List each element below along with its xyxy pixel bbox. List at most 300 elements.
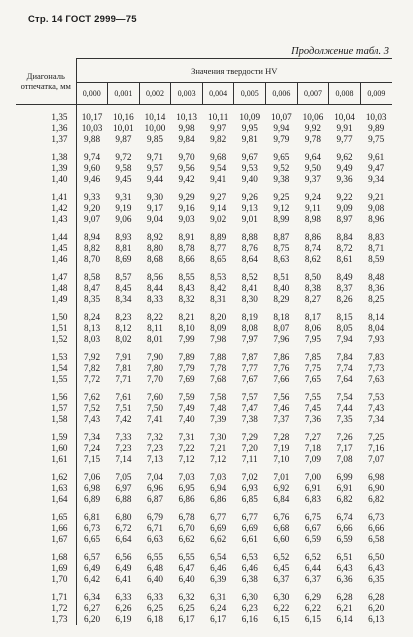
- hardness-cell: 7,08: [336, 454, 353, 464]
- column-header: 0,001: [108, 83, 140, 105]
- hardness-cell: 9,71: [146, 152, 164, 162]
- hardness-cell: 9,57: [146, 163, 164, 173]
- hardness-cell: 9,41: [210, 174, 227, 184]
- diameter-cell: 1,68: [16, 552, 76, 563]
- hardness-cell: 8,26: [336, 294, 353, 304]
- diameter-cell: 1,53: [16, 352, 76, 363]
- hardness-cell: 7,14: [115, 454, 132, 464]
- hardness-cell: 6,20: [368, 603, 385, 613]
- table-row: [16, 374, 392, 385]
- diameter-cell: 1,45: [16, 243, 76, 254]
- hardness-cell: 7,35: [336, 414, 353, 424]
- hardness-cell: 8,84: [336, 232, 353, 242]
- table-row: [16, 203, 392, 214]
- hardness-cell: 6,13: [368, 614, 385, 624]
- diameter-cell: 1,61: [16, 454, 76, 465]
- hardness-cell: 8,93: [115, 232, 132, 242]
- hardness-cell: 7,19: [273, 443, 290, 453]
- hardness-cell: 9,27: [210, 192, 227, 202]
- hardness-cell: 10,17: [81, 112, 103, 122]
- hardness-cell: 7,18: [304, 443, 321, 453]
- table-row: [16, 334, 392, 345]
- hardness-cell: 10,03: [365, 112, 387, 122]
- hardness-cell: 6,25: [146, 603, 164, 613]
- diameter-cell: 1,43: [16, 214, 76, 225]
- table-row: [16, 592, 392, 603]
- hardness-cell: 7,46: [273, 403, 290, 413]
- hardness-cell: 7,90: [146, 352, 164, 362]
- hardness-cell: 6,20: [84, 614, 101, 624]
- hardness-cell: 9,29: [178, 192, 195, 202]
- hardness-cell: 6,85: [241, 494, 258, 504]
- hardness-cell: 6,96: [146, 483, 164, 493]
- hardness-cell: 9,81: [241, 134, 258, 144]
- hardness-cell: 7,00: [304, 472, 321, 482]
- hardness-cell: 7,84: [336, 352, 353, 362]
- hardness-cell: 8,92: [146, 232, 164, 242]
- hardness-cell: 9,06: [115, 214, 132, 224]
- hardness-cell: 9,01: [241, 214, 258, 224]
- hardness-cell: 7,62: [84, 392, 101, 402]
- table-continuation-label: Продолжение табл. 3: [291, 46, 389, 57]
- hardness-cell: 9,89: [368, 123, 385, 133]
- hardness-cell: 8,11: [147, 323, 163, 333]
- hardness-cell: 6,76: [273, 512, 290, 522]
- column-header: 0,000: [76, 83, 108, 105]
- diameter-cell: 1,52: [16, 334, 76, 345]
- hardness-cell: 6,89: [84, 494, 101, 504]
- column-header: 0,006: [266, 83, 298, 105]
- hardness-cell: 10,07: [271, 112, 292, 122]
- hardness-cell: 6,83: [304, 494, 321, 504]
- hardness-cell: 8,83: [368, 232, 385, 242]
- hardness-cell: 10,14: [144, 112, 166, 122]
- hardness-cell: 7,43: [84, 414, 101, 424]
- hardness-cell: 7,75: [304, 363, 321, 373]
- hardness-cell: 6,47: [178, 563, 195, 573]
- hardness-cell: 6,94: [210, 483, 227, 493]
- hardness-cell: 6,24: [210, 603, 227, 613]
- hardness-cell: 7,07: [368, 454, 385, 464]
- spacer-cell: [76, 465, 392, 472]
- hardness-cell: 8,91: [178, 232, 195, 242]
- diameter-cell: 1,48: [16, 283, 76, 294]
- diameter-cell: 1,46: [16, 254, 76, 265]
- hardness-cell: 7,13: [146, 454, 164, 464]
- hardness-cell: 7,42: [115, 414, 132, 424]
- hardness-cell: 7,50: [146, 403, 164, 413]
- hardness-cell: 8,27: [304, 294, 321, 304]
- hardness-cell: 6,46: [210, 563, 227, 573]
- hardness-cell: 7,25: [368, 432, 385, 442]
- hardness-cell: 7,33: [115, 432, 132, 442]
- diameter-cell: 1,44: [16, 232, 76, 243]
- hardness-cell: 6,66: [336, 523, 353, 533]
- hardness-cell: 6,43: [336, 563, 353, 573]
- hardness-cell: 9,45: [115, 174, 132, 184]
- hardness-cell: 8,10: [178, 323, 195, 333]
- hardness-cell: 6,29: [304, 592, 321, 602]
- hardness-cell: 9,74: [84, 152, 101, 162]
- hardness-cell: 8,12: [115, 323, 132, 333]
- hardness-cell: 6,74: [336, 512, 353, 522]
- hardness-cell: 6,22: [304, 603, 321, 613]
- hardness-cell: 7,23: [146, 443, 164, 453]
- hardness-cell: 7,36: [304, 414, 321, 424]
- diameter-cell: 1,47: [16, 272, 76, 283]
- hardness-cell: 8,55: [178, 272, 195, 282]
- hardness-cell: 8,07: [273, 323, 290, 333]
- table-row: [16, 574, 392, 585]
- hardness-cell: 6,37: [304, 574, 321, 584]
- hardness-cell: 6,90: [368, 483, 385, 493]
- hardness-cell: 7,81: [115, 363, 132, 373]
- hardness-cell: 8,43: [178, 283, 195, 293]
- hardness-cell: 7,23: [115, 443, 132, 453]
- table-row: [16, 603, 392, 614]
- hardness-cell: 7,03: [210, 472, 227, 482]
- group-spacer: [16, 465, 392, 472]
- hardness-cell: 8,94: [84, 232, 101, 242]
- diameter-cell: 1,40: [16, 174, 76, 185]
- table-row: [16, 243, 392, 254]
- hardness-cell: 6,55: [178, 552, 195, 562]
- hardness-cell: 8,59: [368, 254, 385, 264]
- table-row: [16, 214, 392, 225]
- hardness-cell: 7,93: [368, 334, 385, 344]
- table-row: [16, 294, 392, 305]
- hardness-cell: 9,13: [241, 203, 258, 213]
- hardness-cell: 7,71: [115, 374, 132, 384]
- spacer-cell: [76, 145, 392, 152]
- hardness-cell: 8,75: [273, 243, 290, 253]
- diameter-cell: 1,64: [16, 494, 76, 505]
- hardness-cell: 6,17: [178, 614, 195, 624]
- hardness-cell: 9,64: [304, 152, 321, 162]
- table-row: [16, 472, 392, 483]
- hardness-cell: 10,01: [113, 123, 134, 133]
- hardness-cell: 8,63: [273, 254, 290, 264]
- hardness-cell: 9,98: [178, 123, 195, 133]
- hardness-cell: 7,55: [304, 392, 321, 402]
- hardness-cell: 6,91: [304, 483, 321, 493]
- hardness-cell: 8,57: [115, 272, 132, 282]
- hardness-cell: 9,85: [146, 134, 164, 144]
- hardness-cell: 7,78: [210, 363, 227, 373]
- diameter-cell: 1,72: [16, 603, 76, 614]
- hardness-cell: 8,03: [84, 334, 101, 344]
- hardness-cell: 7,17: [336, 443, 353, 453]
- spacer-cell: [16, 545, 76, 552]
- hardness-cell: 7,26: [336, 432, 353, 442]
- hardness-cell: 8,24: [84, 312, 101, 322]
- hardness-cell: 7,11: [241, 454, 258, 464]
- diameter-cell: 1,59: [16, 432, 76, 443]
- hardness-cell: 7,59: [178, 392, 195, 402]
- diameter-cell: 1,51: [16, 323, 76, 334]
- hardness-cell: 7,79: [178, 363, 195, 373]
- spacer-cell: [76, 385, 392, 392]
- hardness-cell: 7,51: [115, 403, 132, 413]
- hardness-cell: 8,29: [273, 294, 290, 304]
- hardness-cell: 9,02: [210, 214, 227, 224]
- hardness-cell: 9,68: [210, 152, 227, 162]
- table-row: [16, 163, 392, 174]
- hardness-cell: 6,63: [146, 534, 164, 544]
- spacer-cell: [76, 345, 392, 352]
- hardness-cell: 9,31: [115, 192, 132, 202]
- hardness-cell: 6,78: [178, 512, 195, 522]
- page-title: Стр. 14 ГОСТ 2999—75: [28, 14, 137, 25]
- hardness-cell: 7,02: [241, 472, 258, 482]
- hardness-cell: 7,34: [84, 432, 101, 442]
- hardness-cell: 7,95: [304, 334, 321, 344]
- hardness-cell: 7,80: [146, 363, 164, 373]
- diameter-cell: 1,41: [16, 192, 76, 203]
- spacer-cell: [16, 465, 76, 472]
- hardness-cell: 6,33: [115, 592, 132, 602]
- hardness-cell: 8,64: [241, 254, 258, 264]
- hardness-cell: 9,61: [368, 152, 385, 162]
- table-row: [16, 112, 392, 123]
- table-row: [16, 392, 392, 403]
- hardness-cell: 8,99: [273, 214, 290, 224]
- hardness-cell: 8,05: [336, 323, 353, 333]
- table-row: [16, 432, 392, 443]
- hardness-cell: 6,49: [115, 563, 132, 573]
- hardness-cell: 9,07: [84, 214, 101, 224]
- hardness-cell: 6,41: [115, 574, 132, 584]
- hardness-cell: 7,89: [178, 352, 195, 362]
- spacer-cell: [76, 545, 392, 552]
- hardness-cell: 8,38: [304, 283, 321, 293]
- hardness-cell: 7,56: [273, 392, 290, 402]
- hardness-cell: 7,97: [241, 334, 258, 344]
- hardness-cell: 9,14: [210, 203, 227, 213]
- hardness-cell: 7,47: [241, 403, 258, 413]
- spacer-cell: [16, 305, 76, 312]
- hardness-cell: 7,92: [84, 352, 101, 362]
- hardness-cell: 8,04: [368, 323, 385, 333]
- hardness-cell: 8,06: [304, 323, 321, 333]
- table-row: [16, 534, 392, 545]
- group-spacer: [16, 145, 392, 152]
- hardness-cell: 9,40: [241, 174, 258, 184]
- hardness-cell: 8,96: [368, 214, 385, 224]
- diameter-cell: 1,57: [16, 403, 76, 414]
- hardness-cell: 6,40: [146, 574, 164, 584]
- hardness-cell: 9,62: [336, 152, 353, 162]
- hardness-cell: 8,20: [210, 312, 227, 322]
- hardness-cell: 9,46: [84, 174, 101, 184]
- hardness-cell: 8,19: [241, 312, 258, 322]
- diameter-column-header: Диагональ отпечатка, мм: [16, 59, 76, 105]
- hardness-cell: 6,95: [178, 483, 195, 493]
- table-row: [16, 483, 392, 494]
- hardness-cell: 9,21: [368, 192, 385, 202]
- hardness-cell: 6,53: [241, 552, 258, 562]
- hardness-cell: 9,49: [336, 163, 353, 173]
- hardness-cell: 7,12: [178, 454, 195, 464]
- hardness-cell: 8,56: [146, 272, 164, 282]
- hardness-cell: 6,67: [304, 523, 321, 533]
- hardness-cell: 7,21: [210, 443, 227, 453]
- hardness-cell: 8,23: [115, 312, 132, 322]
- spacer-cell: [76, 265, 392, 272]
- hardness-cell: 8,61: [336, 254, 353, 264]
- hardness-cell: 6,44: [304, 563, 321, 573]
- hardness-cell: 9,70: [178, 152, 195, 162]
- hardness-cell: 9,47: [368, 163, 385, 173]
- hardness-cell: 7,77: [241, 363, 258, 373]
- hardness-cell: 9,22: [336, 192, 353, 202]
- hardness-cell: 8,86: [304, 232, 321, 242]
- hardness-cell: 7,88: [210, 352, 227, 362]
- hardness-cell: 6,71: [146, 523, 164, 533]
- hardness-cell: 6,35: [368, 574, 385, 584]
- hardness-cell: 7,83: [368, 352, 385, 362]
- hardness-cell: 9,04: [146, 214, 164, 224]
- hardness-cell: 7,66: [273, 374, 290, 384]
- hardness-cell: 6,81: [84, 512, 101, 522]
- hardness-cell: 7,04: [146, 472, 164, 482]
- diameter-cell: 1,65: [16, 512, 76, 523]
- hardness-cell: 7,69: [178, 374, 195, 384]
- hardness-cell: 6,66: [368, 523, 385, 533]
- hardness-cell: 8,66: [178, 254, 195, 264]
- hardness-cell: 9,16: [178, 203, 195, 213]
- group-spacer: [16, 345, 392, 352]
- diameter-cell: 1,67: [16, 534, 76, 545]
- hardness-cell: 9,97: [210, 123, 227, 133]
- hardness-cell: 9,17: [146, 203, 164, 213]
- hardness-cell: 7,29: [241, 432, 258, 442]
- hardness-cell: 9,30: [146, 192, 164, 202]
- diameter-cell: 1,37: [16, 134, 76, 145]
- hardness-cell: 8,02: [115, 334, 132, 344]
- hardness-cell: 6,19: [115, 614, 132, 624]
- hardness-cell: 7,82: [84, 363, 101, 373]
- diameter-cell: 1,56: [16, 392, 76, 403]
- hardness-cell: 9,75: [368, 134, 385, 144]
- hardness-cell: 6,86: [178, 494, 195, 504]
- hardness-cell: 7,49: [178, 403, 195, 413]
- group-spacer: [16, 425, 392, 432]
- hardness-cell: 8,36: [368, 283, 385, 293]
- hardness-cell: 6,32: [178, 592, 195, 602]
- hardness-cell: 6,87: [146, 494, 164, 504]
- hardness-cell: 6,28: [336, 592, 353, 602]
- hardness-cell: 7,31: [178, 432, 195, 442]
- hardness-cell: 6,80: [115, 512, 132, 522]
- hardness-cell: 8,30: [241, 294, 258, 304]
- hardness-cell: 8,25: [368, 294, 385, 304]
- hardness-cell: 8,37: [336, 283, 353, 293]
- hardness-cell: 6,43: [368, 563, 385, 573]
- hardness-cell: 8,33: [146, 294, 164, 304]
- column-header: 0,007: [297, 83, 329, 105]
- hardness-cell: 6,82: [336, 494, 353, 504]
- hardness-cell: 9,38: [273, 174, 290, 184]
- spacer-cell: [16, 385, 76, 392]
- hardness-cell: 7,05: [115, 472, 132, 482]
- hardness-cell: 6,91: [336, 483, 353, 493]
- hardness-cell: 6,62: [178, 534, 195, 544]
- hardness-cell: 8,88: [241, 232, 258, 242]
- hardness-cell: 8,52: [241, 272, 258, 282]
- diameter-cell: 1,36: [16, 123, 76, 134]
- diameter-cell: 1,35: [16, 112, 76, 123]
- hardness-cell: 6,22: [273, 603, 290, 613]
- hardness-cell: 9,65: [273, 152, 290, 162]
- hardness-cell: 6,97: [115, 483, 132, 493]
- hardness-cell: 7,85: [304, 352, 321, 362]
- hardness-cell: 9,77: [336, 134, 353, 144]
- column-header: 0,005: [234, 83, 266, 105]
- diameter-cell: 1,42: [16, 203, 76, 214]
- hardness-cell: 6,30: [241, 592, 258, 602]
- hardness-cell: 8,41: [241, 283, 258, 293]
- hardness-cell: 6,77: [210, 512, 227, 522]
- hardness-cell: 9,88: [84, 134, 101, 144]
- table-body: [16, 105, 392, 626]
- spacer-cell: [76, 505, 392, 512]
- table-row: [16, 152, 392, 163]
- hardness-cell: 8,97: [336, 214, 353, 224]
- diameter-cell: 1,38: [16, 152, 76, 163]
- hardness-cell: 9,33: [84, 192, 101, 202]
- hardness-cell: 7,72: [84, 374, 101, 384]
- hardness-cell: 7,61: [115, 392, 132, 402]
- hardness-cell: 6,56: [115, 552, 132, 562]
- hardness-cell: 6,55: [146, 552, 164, 562]
- hardness-cell: 7,45: [304, 403, 321, 413]
- table-row: [16, 523, 392, 534]
- hardness-cell: 7,64: [336, 374, 353, 384]
- hardness-cell: 9,25: [273, 192, 290, 202]
- hardness-cell: 8,34: [115, 294, 132, 304]
- hardness-cell: 8,21: [178, 312, 195, 322]
- group-spacer: [16, 545, 392, 552]
- hardness-cell: 9,82: [210, 134, 227, 144]
- table-row: [16, 352, 392, 363]
- spacer-cell: [16, 265, 76, 272]
- hardness-cell: 6,65: [84, 534, 101, 544]
- hardness-cell: 6,84: [273, 494, 290, 504]
- hardness-cell: 7,06: [84, 472, 101, 482]
- hardness-cell: 7,39: [210, 414, 227, 424]
- table-row: [16, 312, 392, 323]
- table-row: [16, 254, 392, 265]
- hardness-cell: 6,59: [304, 534, 321, 544]
- hardness-cell: 9,26: [241, 192, 258, 202]
- diameter-cell: 1,39: [16, 163, 76, 174]
- hardness-cell: 6,69: [241, 523, 258, 533]
- hardness-cell: 6,75: [304, 512, 321, 522]
- table-row: [16, 283, 392, 294]
- diameter-cell: 1,63: [16, 483, 76, 494]
- hardness-cell: 9,58: [115, 163, 132, 173]
- hardness-cell: 7,76: [273, 363, 290, 373]
- hardness-cell: 8,32: [178, 294, 195, 304]
- hardness-cell: 9,19: [115, 203, 132, 213]
- group-spacer: [16, 505, 392, 512]
- diameter-cell: 1,49: [16, 294, 76, 305]
- spacer-cell: [76, 585, 392, 592]
- group-spacer: [16, 385, 392, 392]
- hardness-cell: 7,52: [84, 403, 101, 413]
- hardness-cell: 8,49: [336, 272, 353, 282]
